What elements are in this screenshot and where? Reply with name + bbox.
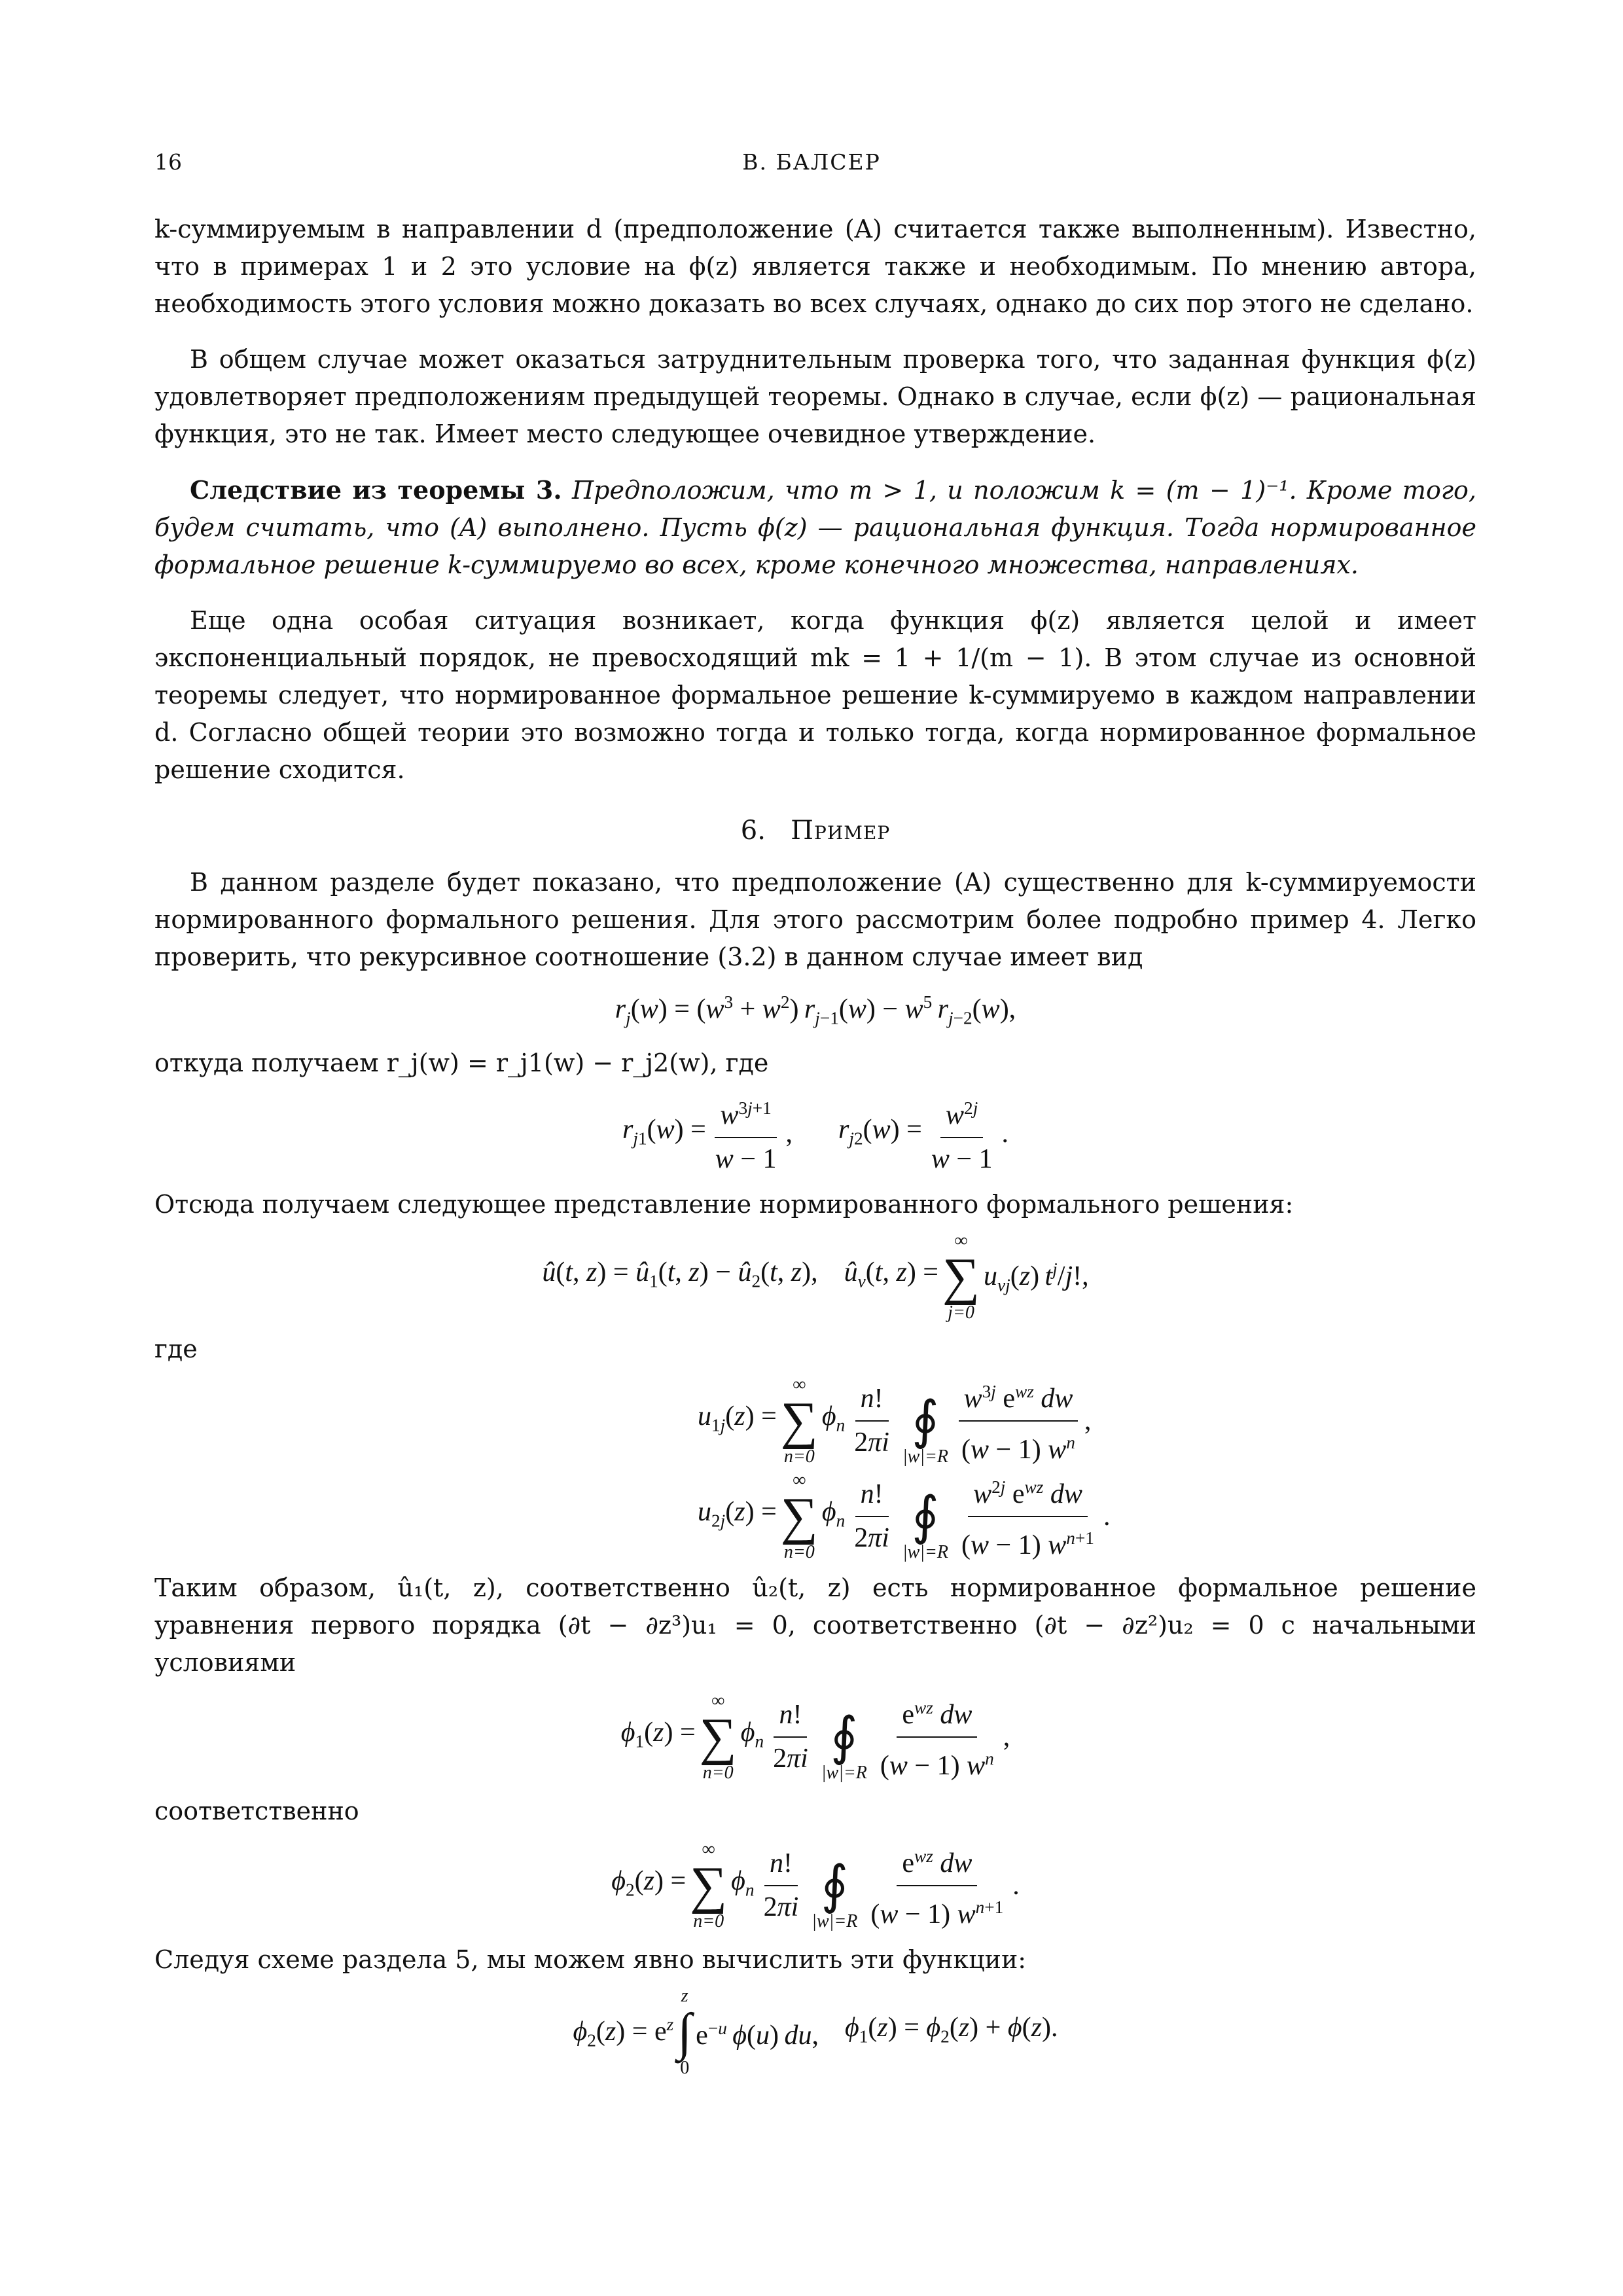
corollary: [154, 471, 1476, 584]
equation-u-hat: û(t, $z) = û_1(t$, $z) - û_2(t$, z), $û_\nu(t$, z) = ∞ ∑ j=0 $u_{\nu j}(z)$ $t^j/j$!,: [542, 1230, 1089, 1323]
contour-integral-symbol: ∮ |w|=R: [902, 1392, 949, 1467]
paragraph-4: В данном разделе будет показано, что предположение (A) существенно для k-суммируемости нормированного формального решения. Для этого рассмотрим более подробно пример 4. Легко проверить, что рекурсивное соотношение (3.2) в данном случае имеет вид: [154, 868, 1476, 971]
paragraph-7: где: [154, 1335, 198, 1364]
section-heading: [154, 812, 1476, 850]
paragraph-5: откуда получаем r_j(w) = r_j1(w) − r_j2(w), где: [154, 1049, 769, 1078]
paragraph-10: Следуя схеме раздела 5, мы можем явно вычислить эти функции:: [154, 1945, 1027, 1975]
equation-rj-split: $r_{j1}(w)$ = $\frac{w^{3j+1}}{w - 1}$ , $r_{j2}(w)$ = $\frac{w^{2j}}{w - 1}$ .: [154, 1090, 1476, 1178]
paragraph-9: соответственно: [154, 1797, 359, 1826]
page-header: [154, 149, 1469, 188]
page-body: [154, 211, 1476, 2086]
equation-phi1: $\phi_1(z)$ = ∞ ∑ n=0 $\phi_n$ $\frac{n!}{2\pi i}$ ∮ |w|=R $\frac{e^{wz} dw}{(w - 1) w^n}$ ,: [620, 1691, 1010, 1784]
section-number: 6.: [740, 816, 766, 846]
equation-phi2: $\phi_2(z)$ = ∞ ∑ n=0 $\phi_n$ $\frac{n!}{2\pi i}$ ∮ |w|=R $\frac{e^{wz} dw}{(w - 1) w^{n+1}}$ .: [611, 1839, 1020, 1932]
equation-recurrence: $r_j(w) = (w^3 + w^2) r_{j-1}(w) - w^5$ $r_{j-2}(w)$,: [615, 992, 1016, 1028]
page-number: 16: [154, 149, 182, 175]
sum-symbol: ∞ ∑ j=0: [942, 1230, 980, 1323]
paragraph-8: Таким образом, û₁(t, z), соответственно û₂(t, z) есть нормированное формальное решение уравнения первого порядка (∂t − ∂z³)u₁ = 0, соответственно (∂t − ∂z²)u₂ = 0 с начальными условиями: [154, 1573, 1476, 1677]
integral-symbol: z ∫ 0: [677, 1986, 692, 2079]
corollary-text: Предположим, что m > 1, и положим k = (m − 1)⁻¹. Кроме того, будем считать, что (A) выполнено. Пусть ϕ(z) — рациональная функция. Тогда нормированное формальное решение k-суммируемо во всех, кроме конечного множества, направлениях.: [154, 476, 1476, 579]
paragraph-3: Еще одна особая ситуация возникает, когда функция ϕ(z) является целой и имеет экспоненциальный порядок, не превосходящий mk = 1 + 1/(m − 1). В этом случае из основной теоремы следует, что нормированное формальное решение k-суммируемо в каждом направлении d. Согласно общей теории это возможно тогда и только тогда, когда нормированное формальное решение сходится.: [154, 606, 1476, 784]
equation-u1j: $u_{1j}(z)$ = ∞ ∑ n=0 $\phi_n$ $\frac{n!}{2\pi i}$ ∮ |w|=R $\frac{w^{3j} e^{wz} dw}{(w - 1) w^n}$ ,: [698, 1374, 1092, 1467]
paragraph-1: k-суммируемым в направлении d (предположение (A) считается также выполненным). Известно, что в примерах 1 и 2 это условие на ϕ(z) является также и необходимым. По мнению автора, необходимость этого условия можно доказать во всех случаях, однако до сих пор этого не сделано.: [154, 215, 1476, 318]
paragraph-2: В общем случае может оказаться затруднительным проверка того, что заданная функция ϕ(z) удовлетворяет предположениям предыдущей теоремы. Однако в случае, если ϕ(z) — рациональная функция, это не так. Имеет место следующее очевидное утверждение.: [154, 345, 1476, 448]
fraction-rj2: $\frac{w^{2j}}{w - 1}$: [926, 1090, 998, 1178]
corollary-title: Следствие из теоремы 3.: [190, 475, 562, 505]
equation-u-coefficients: [698, 1373, 1476, 1564]
equation-u2j: $u_{2j}(z)$ = ∞ ∑ n=0 $\phi_n$ $\frac{n!}{2\pi i}$ ∮ |w|=R $\frac{w^{2j} e^{wz} dw}{(w - 1) w^{n+1}}$ .: [698, 1470, 1111, 1563]
fraction-rj1: $\frac{w^{3j+1}}{w - 1}$: [710, 1090, 782, 1178]
equation-explicit: $\phi_2(z) = e^z$ z ∫ 0 $e^{-u}$ ϕ(u) du, $\phi_1(z) = \phi_2(z) + \phi(z)$.: [573, 1986, 1058, 2079]
running-head: В. БАЛСЕР: [742, 149, 881, 175]
paragraph-6: Отсюда получаем следующее представление нормированного формального решения:: [154, 1190, 1294, 1219]
section-title: Пример: [791, 816, 891, 846]
